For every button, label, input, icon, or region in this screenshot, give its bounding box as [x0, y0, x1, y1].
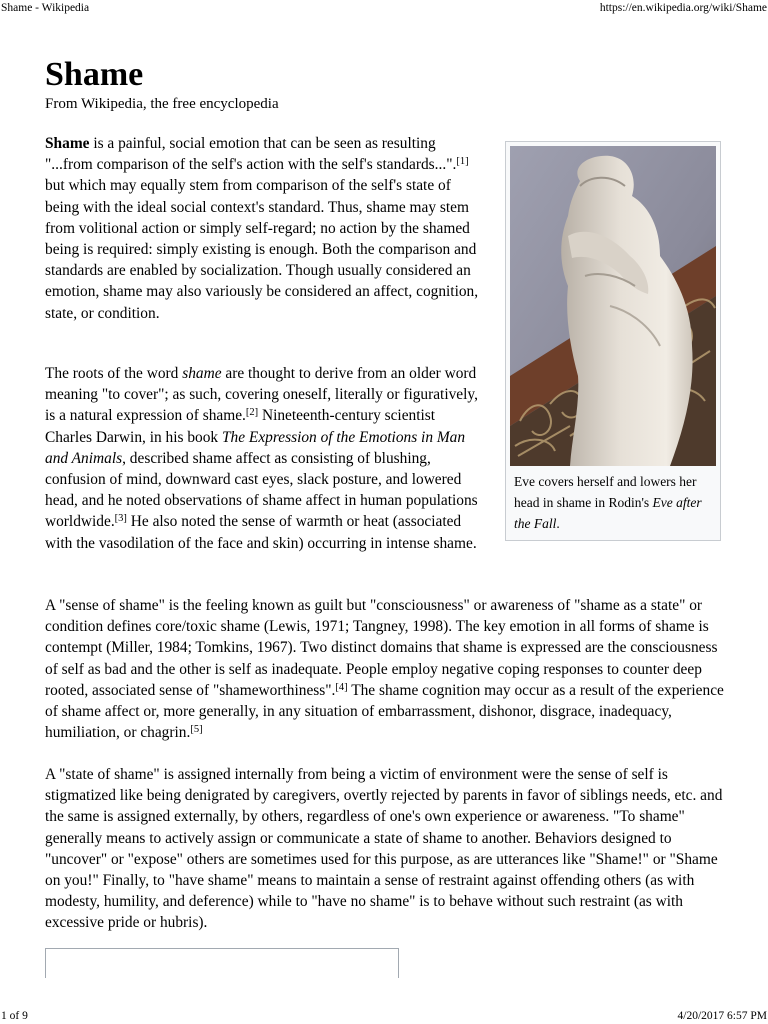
print-datetime: 4/20/2017 6:57 PM	[677, 1010, 767, 1022]
paragraph-text: but which may equally stem from comparison of the self's state of being with the ideal social context's standard. Thus, shame may stem from volitional action or simply self-regard; no action by the shamed being is required: simply existing is enough. Both the comparison and standards are enabled by socialization. Though usually considered an emotion, shame may also variously be considered an affect, cognition, state, or condition.	[45, 177, 479, 322]
caption-text: .	[556, 516, 560, 531]
paragraph-text: is a painful, social emotion that can be seen as resulting "...from comparison of the self's action with the self's standards...".	[45, 135, 457, 174]
paragraph-text: , described shame affect as consisting of blushing, confusion of mind, downward cast eyes, slack posture, and lowered head, and he noted observations of shame affect in human populations worldwide.	[45, 449, 478, 531]
paragraph-sense-of-shame	[45, 595, 725, 743]
paragraph-text: The shame cognition may occur as a result of the experience of shame affect or, more generally, in any situation of embarrassment, dishonor, disgrace, inadequacy, humiliation, or chagrin.	[45, 681, 724, 742]
page-title: Shame	[45, 56, 144, 93]
paragraph-state-of-shame: A "state of shame" is assigned internally from being a victim of environment were the sense of self is stigmatized like being denigrated by caregivers, overtly rejected by parents in favor of siblings needs, etc. and the same is assigned externally, by others, regardless of one's own experience or awareness. "To shame" generally means to actively assign or communicate a state of shame to another. Behaviors designed to "uncover" or "expose" others are sometimes used for this purpose, as are utterances like "Shame!" or "Shame on you!" Finally, to "have shame" means to maintain a sense of restraint against offending others (as with modesty, humility, and deference) while to "have no shame" is to behave without such restraint (as with excessive pride or hubris).	[45, 766, 723, 932]
paragraph-text: He also noted the sense of warmth or heat (associated with the vasodilation of the face and skin) occurring in intense shame.	[45, 513, 477, 552]
artwork-title: Eve after the Fall	[514, 495, 702, 531]
thumbnail-figure	[505, 141, 721, 541]
header-url[interactable]: https://en.wikipedia.org/wiki/Shame	[599, 2, 767, 14]
figure-caption	[514, 471, 718, 534]
reference-link-5[interactable]: [5]	[190, 724, 203, 736]
reference-link-1[interactable]: [1]	[456, 156, 469, 168]
reference-link-3[interactable]: [3]	[114, 513, 127, 525]
paragraph-text: Nineteenth-century scientist Charles Darwin, in his book	[45, 407, 436, 446]
print-footer	[0, 1008, 768, 1024]
page-counter: 1 of 9	[1, 1010, 28, 1022]
reference-link-2[interactable]: [2]	[245, 407, 259, 419]
paragraph-etymology	[45, 363, 483, 554]
reference-link-4[interactable]: [4]	[335, 681, 348, 693]
table-of-contents-box	[45, 948, 399, 978]
site-tagline: From Wikipedia, the free encyclopedia	[45, 96, 279, 112]
paragraph-text: A "sense of shame" is the feeling known as guilt but "consciousness" or awareness of "shame as a state" or condition defines core/toxic shame (Lewis, 1971; Tangney, 1998). The key emotion in all forms of shame is contempt (Miller, 1984; Tomkins, 1967). Two distinct domains that shame is expressed are the consciousness of self as bad and the other is self as inadequate. People employ negative coping responses to counter deep rooted, associated sense of "shameworthiness".	[45, 597, 718, 699]
book-title: The Expression of the Emotions in Man and Animals	[45, 428, 466, 467]
paragraph-intro	[45, 133, 483, 324]
paragraph-text: The roots of the word	[45, 365, 183, 382]
print-header	[0, 0, 768, 16]
rodin-eve-sculpture-image[interactable]	[510, 146, 716, 466]
lead-term: Shame	[45, 135, 90, 152]
header-page-title: Shame - Wikipedia	[1, 2, 90, 14]
italic-term: shame	[182, 365, 222, 382]
paragraph-text: are thought to derive from an older word meaning "to cover"; as such, covering oneself, literally or figuratively, is a natural expression of shame.	[45, 365, 478, 425]
caption-text: Eve covers herself and lowers her head in shame in Rodin's	[514, 474, 697, 510]
